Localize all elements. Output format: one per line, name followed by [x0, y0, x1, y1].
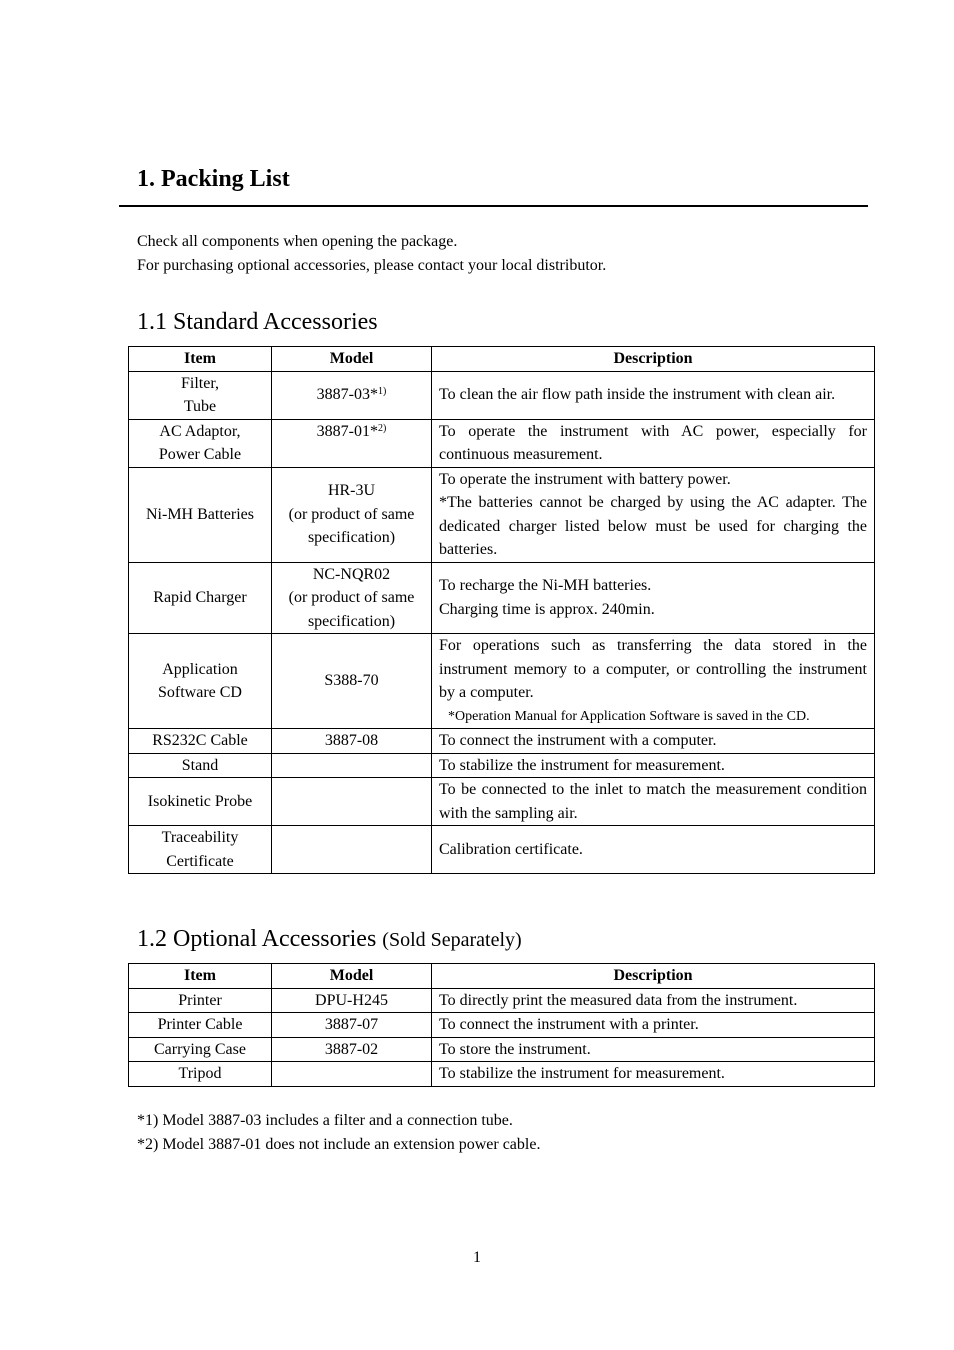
- intro-line: Check all components when opening the package.: [137, 233, 458, 250]
- page-number: 1: [473, 1249, 481, 1266]
- heading-rule: [119, 205, 868, 207]
- item-cell: Application Software CD: [129, 634, 272, 729]
- description-cell: To connect the instrument with a computer.: [432, 729, 875, 754]
- table-header-row: [129, 964, 875, 989]
- description-cell: To stabilize the instrument for measurement.: [432, 753, 875, 778]
- item-cell: Stand: [129, 753, 272, 778]
- description-cell: To store the instrument.: [432, 1037, 875, 1062]
- model-cell: 3887-02: [272, 1037, 432, 1062]
- item-cell: RS232C Cable: [129, 729, 272, 754]
- item-cell: Isokinetic Probe: [129, 778, 272, 826]
- description-cell: To directly print the measured data from the instrument.: [432, 988, 875, 1013]
- footnote: *1) Model 3887-03 includes a filter and a connection tube.: [137, 1112, 513, 1129]
- item-cell: Ni-MH Batteries: [129, 467, 272, 562]
- description-cell: To operate the instrument with battery power. *The batteries cannot be charged by using the AC adapter. The dedicated charger listed below must be used for charging the batteries.: [432, 467, 875, 562]
- table-row: [129, 1013, 875, 1038]
- optional-accessories-table: [128, 963, 875, 1087]
- item-cell: Tripod: [129, 1062, 272, 1087]
- model-cell: [272, 826, 432, 874]
- table-row: [129, 1062, 875, 1087]
- table-row: [129, 729, 875, 754]
- table-row: [129, 988, 875, 1013]
- cd-manual-note: *Operation Manual for Application Software is saved in the CD.: [448, 708, 810, 724]
- table-row: [129, 562, 875, 634]
- model-cell: HR-3U (or product of same specification): [272, 467, 432, 562]
- item-cell: Rapid Charger: [129, 562, 272, 634]
- sold-separately-label: (Sold Separately): [382, 929, 522, 951]
- table-row: [129, 634, 875, 729]
- table-row: [129, 826, 875, 874]
- intro-text: [137, 230, 606, 277]
- model-cell: NC-NQR02 (or product of same specification): [272, 562, 432, 634]
- model-cell: [272, 778, 432, 826]
- model-cell: 3887-01*$^{2)}$: [272, 419, 432, 467]
- table-row: [129, 467, 875, 562]
- table-row: [129, 778, 875, 826]
- page-heading: 1. Packing List: [137, 166, 290, 192]
- column-header-description: Description: [432, 347, 875, 372]
- column-header-description: Description: [432, 964, 875, 989]
- column-header-model: Model: [272, 347, 432, 372]
- description-cell: To be connected to the inlet to match the measurement condition with the sampling air.: [432, 778, 875, 826]
- standard-accessories-title: 1.1 Standard Accessories: [137, 309, 378, 335]
- item-cell: Printer Cable: [129, 1013, 272, 1038]
- item-cell: AC Adaptor, Power Cable: [129, 419, 272, 467]
- description-cell: To operate the instrument with AC power, especially for continuous measurement.: [432, 419, 875, 467]
- item-cell: Filter, Tube: [129, 371, 272, 419]
- description-cell: To clean the air flow path inside the instrument with clean air.: [432, 371, 875, 419]
- model-cell: S388-70: [272, 634, 432, 729]
- footnote: *2) Model 3887-01 does not include an extension power cable.: [137, 1136, 541, 1153]
- model-cell: [272, 753, 432, 778]
- column-header-item: Item: [129, 347, 272, 372]
- item-cell: Traceability Certificate: [129, 826, 272, 874]
- standard-accessories-table: [128, 346, 875, 874]
- table-row: [129, 371, 875, 419]
- item-cell: Carrying Case: [129, 1037, 272, 1062]
- description-cell: For operations such as transferring the data stored in the instrument memory to a computer, or controlling the instrument by a computer. *Operation Manual for Application Software is saved in the CD.: [432, 634, 875, 729]
- table-row: [129, 753, 875, 778]
- description-cell: To connect the instrument with a printer.: [432, 1013, 875, 1038]
- description-cell: To stabilize the instrument for measurement.: [432, 1062, 875, 1087]
- intro-line: For purchasing optional accessories, please contact your local distributor.: [137, 256, 607, 274]
- model-cell: DPU-H245: [272, 988, 432, 1013]
- column-header-model: Model: [272, 964, 432, 989]
- description-cell: To recharge the Ni-MH batteries. Charging time is approx. 240min.: [432, 562, 875, 634]
- description-cell: Calibration certificate.: [432, 826, 875, 874]
- table-row: [129, 419, 875, 467]
- optional-accessories-title: 1.2 Optional Accessories (Sold Separately): [137, 926, 522, 952]
- table-header-row: [129, 347, 875, 372]
- model-cell: 3887-03*$^{1)}$: [272, 371, 432, 419]
- table-row: [129, 1037, 875, 1062]
- item-cell: Printer: [129, 988, 272, 1013]
- column-header-item: Item: [129, 964, 272, 989]
- model-cell: [272, 1062, 432, 1087]
- footnotes: [137, 1109, 540, 1157]
- model-cell: 3887-07: [272, 1013, 432, 1038]
- model-cell: 3887-08: [272, 729, 432, 754]
